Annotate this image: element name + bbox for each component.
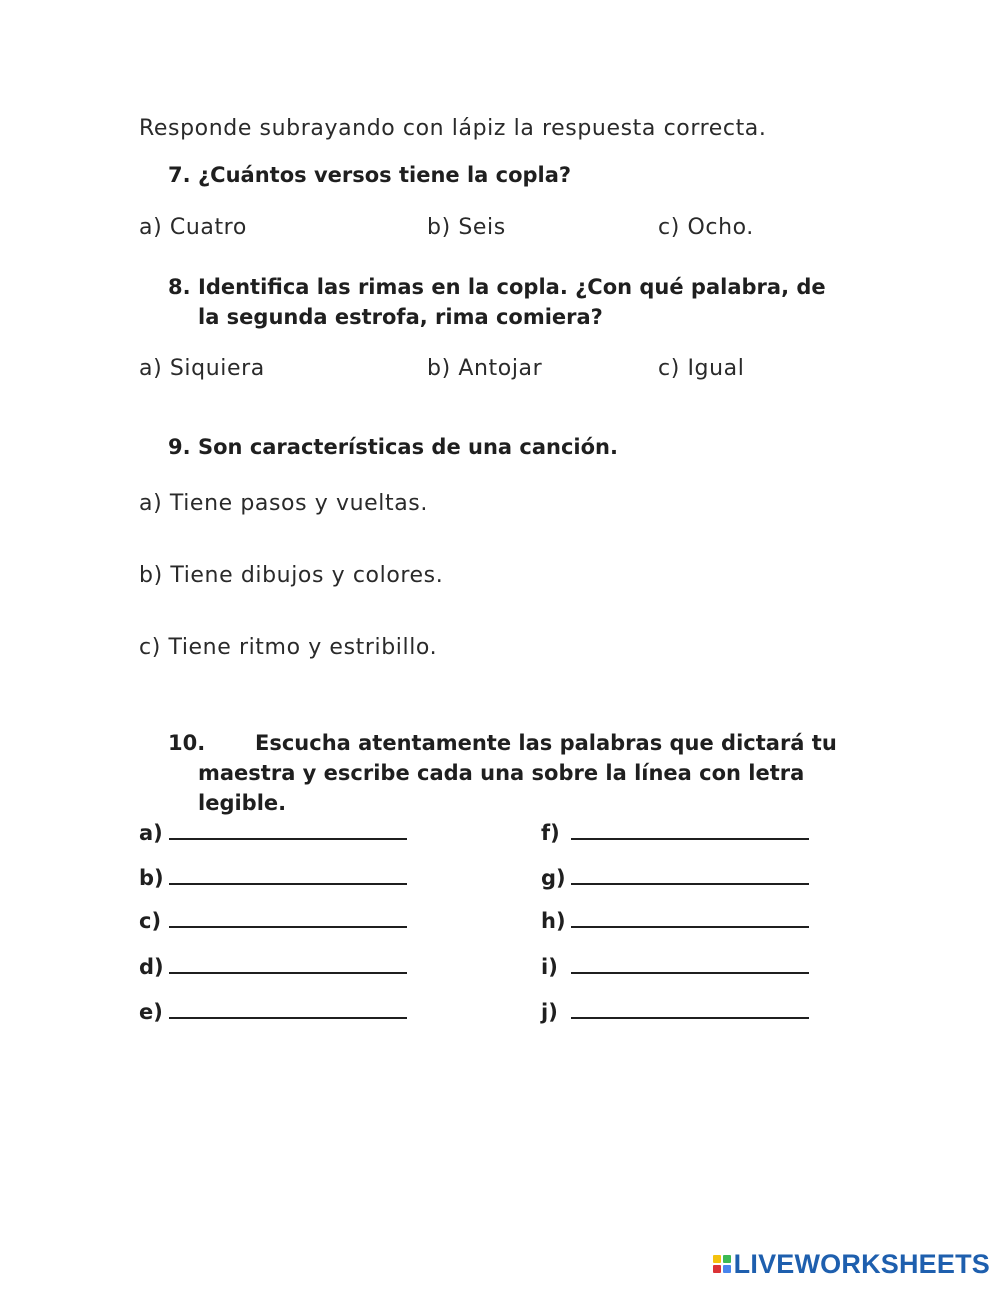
- answer-line-j[interactable]: [571, 997, 809, 1019]
- answer-line-g[interactable]: [571, 863, 809, 885]
- q7-option-b[interactable]: b) Seis: [427, 215, 506, 240]
- question-9-text: Son características de una canción.: [198, 435, 618, 459]
- logo-block-yellow: [713, 1255, 721, 1263]
- question-9-number: 9.: [168, 435, 191, 459]
- question-7-text: ¿Cuántos versos tiene la copla?: [198, 163, 572, 187]
- q8-option-b[interactable]: b) Antojar: [427, 356, 543, 381]
- answer-line-f[interactable]: [571, 818, 809, 840]
- blank-label: d): [139, 955, 164, 979]
- blank-label: i): [541, 955, 558, 979]
- blank-label: g): [541, 866, 566, 890]
- q9-option-b[interactable]: b) Tiene dibujos y colores.: [139, 563, 444, 588]
- answer-line-c[interactable]: [169, 906, 407, 928]
- answer-line-h[interactable]: [571, 906, 809, 928]
- blank-label: b): [139, 866, 164, 890]
- q9-option-c[interactable]: c) Tiene ritmo y estribillo.: [139, 635, 438, 660]
- blank-label: h): [541, 909, 566, 933]
- blank-label: e): [139, 1000, 163, 1024]
- blank-row-g: [541, 863, 809, 891]
- question-7-number: 7.: [168, 163, 191, 187]
- answer-line-d[interactable]: [169, 952, 407, 974]
- logo-block-red: [713, 1265, 721, 1273]
- question-8-number: 8.: [168, 275, 191, 299]
- blank-row-h: [541, 906, 809, 934]
- question-8-line-1: Identifica las rimas en la copla. ¿Con qué palabra, de: [198, 275, 826, 299]
- answer-line-e[interactable]: [169, 997, 407, 1019]
- blank-row-i: [541, 952, 809, 980]
- question-10-number: 10.: [168, 731, 206, 755]
- blank-row-a: [139, 818, 407, 846]
- blank-label: j): [541, 1000, 558, 1024]
- q8-option-c[interactable]: c) Igual: [658, 356, 745, 381]
- blank-row-b: [139, 863, 407, 891]
- question-9: [168, 432, 868, 462]
- blank-row-d: [139, 952, 407, 980]
- liveworksheets-blocks-icon: [713, 1255, 731, 1273]
- blank-row-c: [139, 906, 407, 934]
- blank-label: c): [139, 909, 162, 933]
- blank-label: f): [541, 821, 560, 845]
- question-7: [168, 160, 868, 190]
- q7-option-a[interactable]: a) Cuatro: [139, 215, 247, 240]
- question-10-line-3: legible.: [198, 791, 287, 815]
- answer-line-a[interactable]: [169, 818, 407, 840]
- q8-option-a[interactable]: a) Siquiera: [139, 356, 265, 381]
- blank-row-f: [541, 818, 809, 846]
- blank-row-e: [139, 997, 407, 1025]
- liveworksheets-logo: [713, 1249, 990, 1279]
- blank-label: a): [139, 821, 163, 845]
- question-10: [168, 728, 888, 818]
- answer-line-b[interactable]: [169, 863, 407, 885]
- question-10-line-2: maestra y escribe cada una sobre la línea con letra: [198, 761, 805, 785]
- instruction-text: Responde subrayando con lápiz la respuesta correcta.: [139, 116, 767, 141]
- logo-block-blue: [723, 1265, 731, 1273]
- question-8-line-2: la segunda estrofa, rima comiera?: [198, 305, 603, 329]
- question-10-line-1: Escucha atentamente las palabras que dictará tu: [255, 731, 837, 755]
- logo-block-green: [723, 1255, 731, 1263]
- q9-option-a[interactable]: a) Tiene pasos y vueltas.: [139, 491, 428, 516]
- liveworksheets-wordmark: LIVEWORKSHEETS: [733, 1248, 990, 1279]
- question-8: [168, 272, 888, 332]
- blank-row-j: [541, 997, 809, 1025]
- q7-option-c[interactable]: c) Ocho.: [658, 215, 754, 240]
- answer-line-i[interactable]: [571, 952, 809, 974]
